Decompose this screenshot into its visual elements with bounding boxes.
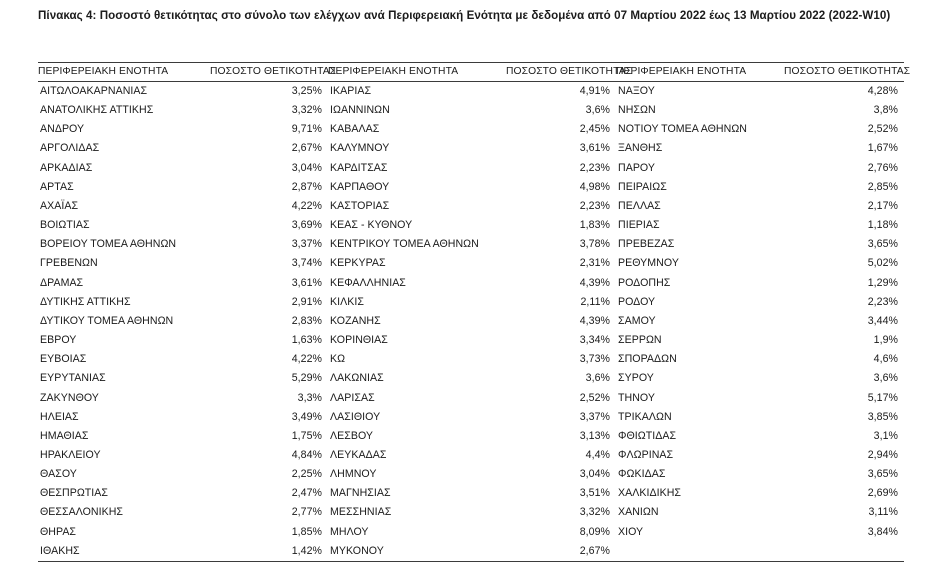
table-row — [38, 312, 904, 331]
cell-positivity: 3,74% — [291, 257, 322, 270]
cell-positivity: 3,11% — [868, 506, 898, 519]
cell-region: ΑΡΤΑΣ — [40, 180, 74, 193]
table-row — [38, 465, 904, 484]
cell-positivity: 2,85% — [867, 180, 898, 193]
cell-region: ΜΥΚΟΝΟΥ — [328, 542, 506, 562]
cell-positivity: 1,63% — [291, 334, 322, 347]
cell-positivity: 1,9% — [873, 334, 898, 347]
cell-positivity: 4,28% — [867, 85, 898, 97]
cell-region: ΛΑΚΩΝΙΑΣ — [330, 372, 384, 385]
cell-positivity: 3,65% — [867, 468, 898, 481]
cell-positivity: 3,37% — [291, 238, 322, 251]
cell-positivity: 3,51% — [579, 487, 610, 500]
cell-region: ΛΕΣΒΟΥ — [330, 429, 374, 442]
cell-region: ΑΡΚΑΔΙΑΣ — [40, 161, 93, 174]
cell-region: ΑΡΓΟΛΙΔΑΣ — [40, 142, 100, 155]
cell-positivity: 1,75% — [291, 429, 322, 442]
cell-positivity: 4,98% — [579, 180, 610, 193]
cell-positivity: 2,23% — [579, 161, 610, 174]
cell-positivity: 1,29% — [867, 276, 898, 289]
cell-region: ΑΝΔΡΟΥ — [40, 123, 85, 136]
cell-region: ΡΟΔΟΠΗΣ — [618, 276, 671, 289]
cell-positivity: 4,91% — [579, 85, 610, 97]
cell-region: ΕΥΡΥΤΑΝΙΑΣ — [40, 372, 106, 385]
cell-positivity: 5,02% — [867, 257, 898, 270]
cell-region: ΠΕΛΛΑΣ — [618, 199, 661, 212]
cell-region: ΛΑΣΙΘΙΟΥ — [330, 410, 381, 423]
cell-region: ΛΗΜΝΟΥ — [330, 468, 377, 481]
cell-region: ΡΕΘΥΜΝΟΥ — [618, 257, 679, 270]
cell-positivity: 3,34% — [579, 334, 610, 347]
cell-positivity: 3,69% — [291, 219, 322, 232]
cell-region: ΚΟΡΙΝΘΙΑΣ — [330, 334, 388, 347]
cell-positivity: 3,04% — [291, 161, 322, 174]
cell-positivity: 2,69% — [867, 487, 898, 500]
cell-region: ΚΙΛΚΙΣ — [330, 295, 364, 308]
cell-positivity: 4,6% — [873, 353, 898, 366]
table-row — [38, 503, 904, 522]
cell-region: ΘΗΡΑΣ — [40, 525, 77, 538]
cell-positivity: 1,85% — [291, 525, 322, 538]
cell-region: ΠΑΡΟΥ — [618, 161, 655, 174]
cell-region: ΧΙΟΥ — [618, 525, 644, 538]
cell-region: ΚΕΑΣ - ΚΥΘΝΟΥ — [330, 219, 413, 232]
cell-positivity: 3,61% — [579, 142, 610, 155]
cell-region: ΠΙΕΡΙΑΣ — [618, 219, 660, 232]
cell-region: ΙΘΑΚΗΣ — [38, 542, 210, 562]
cell-region: ΗΡΑΚΛΕΙΟΥ — [40, 448, 101, 461]
cell-region: ΑΧΑΪΑΣ — [40, 199, 79, 212]
cell-positivity: 1,42% — [210, 542, 328, 562]
cell-positivity: 2,94% — [867, 448, 898, 461]
cell-region: ΚΑΛΥΜΝΟΥ — [330, 142, 390, 155]
cell-positivity: 2,23% — [579, 199, 610, 212]
cell-positivity: 3,84% — [867, 525, 898, 538]
table-row — [38, 235, 904, 254]
cell-region: ΚΕΦΑΛΛΗΝΙΑΣ — [330, 276, 406, 289]
cell-positivity: 3,8% — [873, 104, 898, 117]
cell-positivity: 3,65% — [867, 238, 898, 251]
cell-region: ΗΛΕΙΑΣ — [40, 410, 79, 423]
table-row — [38, 254, 904, 273]
cell-region: ΓΡΕΒΕΝΩΝ — [40, 257, 98, 270]
cell-positivity: 3,6% — [873, 372, 898, 385]
cell-region: ΣΑΜΟΥ — [618, 314, 656, 327]
cell-region: ΚΩ — [330, 353, 346, 366]
table-row — [38, 427, 904, 446]
cell-region: ΘΑΣΟΥ — [40, 468, 77, 481]
cell-positivity: 3,6% — [585, 104, 610, 117]
cell-positivity: 2,31% — [579, 257, 610, 270]
cell-region: ΝΟΤΙΟΥ ΤΟΜΕΑ ΑΘΗΝΩΝ — [618, 123, 747, 136]
cell-positivity: 2,17% — [867, 199, 898, 212]
cell-region: ΦΘΙΩΤΙΔΑΣ — [618, 429, 677, 442]
cell-positivity: 3,6% — [585, 372, 610, 385]
cell-positivity: 3,32% — [579, 506, 610, 519]
cell-region — [616, 542, 784, 562]
cell-region: ΝΑΞΟΥ — [618, 85, 655, 97]
table-row — [38, 369, 904, 388]
column-header-region-2: ΠΕΡΙΦΕΡΕΙΑΚΗ ΕΝΟΤΗΤΑ — [328, 63, 506, 82]
cell-positivity: 2,87% — [291, 180, 322, 193]
column-header-region-1: ΠΕΡΙΦΕΡΕΙΑΚΗ ΕΝΟΤΗΤΑ — [38, 63, 210, 82]
table-row — [38, 120, 904, 139]
cell-positivity: 2,11% — [580, 295, 610, 308]
cell-region: ΚΟΖΑΝΗΣ — [330, 314, 381, 327]
cell-region: ΣΥΡΟΥ — [618, 372, 654, 385]
cell-region: ΣΕΡΡΩΝ — [618, 334, 662, 347]
cell-positivity: 2,67% — [291, 142, 322, 155]
cell-region: ΞΑΝΘΗΣ — [618, 142, 663, 155]
cell-region: ΠΡΕΒΕΖΑΣ — [618, 238, 675, 251]
cell-positivity: 3,61% — [291, 276, 322, 289]
column-header-region-3: ΠΕΡΙΦΕΡΕΙΑΚΗ ΕΝΟΤΗΤΑ — [616, 63, 784, 82]
cell-region: ΤΡΙΚΑΛΩΝ — [618, 410, 672, 423]
cell-region: ΑΝΑΤΟΛΙΚΗΣ ΑΤΤΙΚΗΣ — [40, 104, 154, 117]
cell-positivity: 2,47% — [291, 487, 322, 500]
cell-region: ΔΥΤΙΚΟΥ ΤΟΜΕΑ ΑΘΗΝΩΝ — [40, 314, 174, 327]
cell-positivity: 2,76% — [867, 161, 898, 174]
cell-region: ΦΩΚΙΔΑΣ — [618, 468, 666, 481]
cell-positivity: 3,13% — [579, 429, 610, 442]
cell-positivity: 8,09% — [579, 525, 610, 538]
cell-region: ΙΩΑΝΝΙΝΩΝ — [330, 104, 390, 117]
cell-positivity: 5,17% — [867, 391, 898, 404]
table-row — [38, 542, 904, 562]
cell-region: ΠΕΙΡΑΙΩΣ — [618, 180, 667, 193]
cell-region: ΑΙΤΩΛΟΑΚΑΡΝΑΝΙΑΣ — [40, 85, 148, 97]
cell-region: ΧΑΛΚΙΔΙΚΗΣ — [618, 487, 682, 500]
cell-region: ΚΑΡΔΙΤΣΑΣ — [330, 161, 388, 174]
cell-region: ΘΕΣΣΑΛΟΝΙΚΗΣ — [40, 506, 124, 519]
cell-region: ΖΑΚΥΝΘΟΥ — [40, 391, 99, 404]
table-row — [38, 274, 904, 293]
table-row — [38, 216, 904, 235]
cell-positivity: 9,71% — [291, 123, 322, 136]
cell-positivity: 3,1% — [873, 429, 898, 442]
cell-region: ΣΠΟΡΑΔΩΝ — [618, 353, 677, 366]
cell-positivity: 4,22% — [291, 199, 322, 212]
cell-region: ΤΗΝΟΥ — [618, 391, 655, 404]
cell-positivity: 4,39% — [579, 314, 610, 327]
cell-region: ΜΑΓΝΗΣΙΑΣ — [330, 487, 391, 500]
table-row — [38, 139, 904, 158]
table-row — [38, 101, 904, 120]
cell-positivity: 2,91% — [291, 295, 322, 308]
cell-region: ΚΕΝΤΡΙΚΟΥ ΤΟΜΕΑ ΑΘΗΝΩΝ — [330, 238, 479, 251]
cell-positivity: 2,23% — [867, 295, 898, 308]
cell-region: ΒΟΙΩΤΙΑΣ — [40, 219, 90, 232]
table-container — [38, 62, 911, 562]
cell-positivity: 3,04% — [579, 468, 610, 481]
cell-region: ΡΟΔΟΥ — [618, 295, 656, 308]
cell-positivity: 2,83% — [291, 314, 322, 327]
cell-positivity: 4,84% — [291, 448, 322, 461]
cell-region: ΙΚΑΡΙΑΣ — [330, 85, 372, 97]
cell-positivity: 1,83% — [579, 219, 610, 232]
cell-region: ΔΡΑΜΑΣ — [40, 276, 84, 289]
cell-positivity: 4,4% — [585, 448, 610, 461]
cell-positivity: 3,32% — [291, 104, 322, 117]
table-row — [38, 350, 904, 369]
cell-region: ΚΑΒΑΛΑΣ — [330, 123, 380, 136]
table-row — [38, 178, 904, 197]
cell-positivity — [784, 542, 904, 562]
table-row — [38, 446, 904, 465]
cell-positivity: 3,44% — [867, 314, 898, 327]
cell-positivity: 2,67% — [506, 542, 616, 562]
cell-positivity: 3,3% — [297, 391, 322, 404]
cell-positivity: 2,77% — [291, 506, 322, 519]
table-row — [38, 408, 904, 427]
cell-positivity: 3,25% — [291, 85, 322, 97]
table-header — [38, 63, 911, 82]
cell-region: ΔΥΤΙΚΗΣ ΑΤΤΙΚΗΣ — [40, 295, 131, 308]
cell-region: ΦΛΩΡΙΝΑΣ — [618, 448, 674, 461]
cell-region: ΜΕΣΣΗΝΙΑΣ — [330, 506, 392, 519]
table-row — [38, 484, 904, 503]
table-row — [38, 293, 904, 312]
table-body — [38, 82, 904, 562]
cell-region: ΒΟΡΕΙΟΥ ΤΟΜΕΑ ΑΘΗΝΩΝ — [40, 238, 177, 251]
cell-positivity: 2,25% — [291, 468, 322, 481]
cell-region: ΘΕΣΠΡΩΤΙΑΣ — [40, 487, 109, 500]
cell-positivity: 3,49% — [291, 410, 322, 423]
column-header-positivity-2: ΠΟΣΟΣΤΟ ΘΕΤΙΚΟΤΗΤΑΣ — [506, 63, 616, 82]
cell-region: ΚΑΣΤΟΡΙΑΣ — [330, 199, 390, 212]
table-header-row — [38, 63, 904, 82]
cell-region: ΛΕΥΚΑΔΑΣ — [330, 448, 387, 461]
cell-region: ΚΑΡΠΑΘΟΥ — [330, 180, 390, 193]
cell-region: ΝΗΣΩΝ — [618, 104, 656, 117]
cell-positivity: 3,78% — [579, 238, 610, 251]
cell-region: ΛΑΡΙΣΑΣ — [330, 391, 375, 404]
table-row — [38, 159, 904, 178]
cell-region: ΜΗΛΟΥ — [330, 525, 369, 538]
cell-positivity: 1,67% — [867, 142, 898, 155]
cell-positivity: 3,85% — [867, 410, 898, 423]
table-row — [38, 523, 904, 542]
cell-positivity: 5,29% — [291, 372, 322, 385]
cell-positivity: 2,52% — [579, 391, 610, 404]
table-row — [38, 82, 904, 102]
column-header-positivity-1: ΠΟΣΟΣΤΟ ΘΕΤΙΚΟΤΗΤΑΣ — [210, 63, 328, 82]
cell-positivity: 4,39% — [579, 276, 610, 289]
positivity-rate-table — [38, 62, 911, 562]
cell-positivity: 4,22% — [291, 353, 322, 366]
cell-positivity: 2,45% — [579, 123, 610, 136]
column-header-positivity-3: ΠΟΣΟΣΤΟ ΘΕΤΙΚΟΤΗΤΑΣ — [784, 63, 904, 82]
table-row — [38, 197, 904, 216]
table-caption: Πίνακας 4: Ποσοστό θετικότητας στο σύνολο των ελέγχων ανά Περιφερειακή Ενότητα με δεδομένα από 07 Μαρτίου 2022 έως 13 Μαρτίου 2022 (2022-W10) — [38, 9, 891, 22]
cell-region: ΕΥΒΟΙΑΣ — [40, 353, 87, 366]
cell-region: ΚΕΡΚΥΡΑΣ — [330, 257, 386, 270]
table-row — [38, 331, 904, 350]
cell-positivity: 3,37% — [579, 410, 610, 423]
cell-region: ΕΒΡΟΥ — [40, 334, 77, 347]
cell-region: ΗΜΑΘΙΑΣ — [40, 429, 89, 442]
cell-positivity: 1,18% — [867, 219, 898, 232]
cell-positivity: 2,52% — [867, 123, 898, 136]
cell-positivity: 3,73% — [579, 353, 610, 366]
table-row — [38, 389, 904, 408]
cell-region: ΧΑΝΙΩΝ — [618, 506, 659, 519]
